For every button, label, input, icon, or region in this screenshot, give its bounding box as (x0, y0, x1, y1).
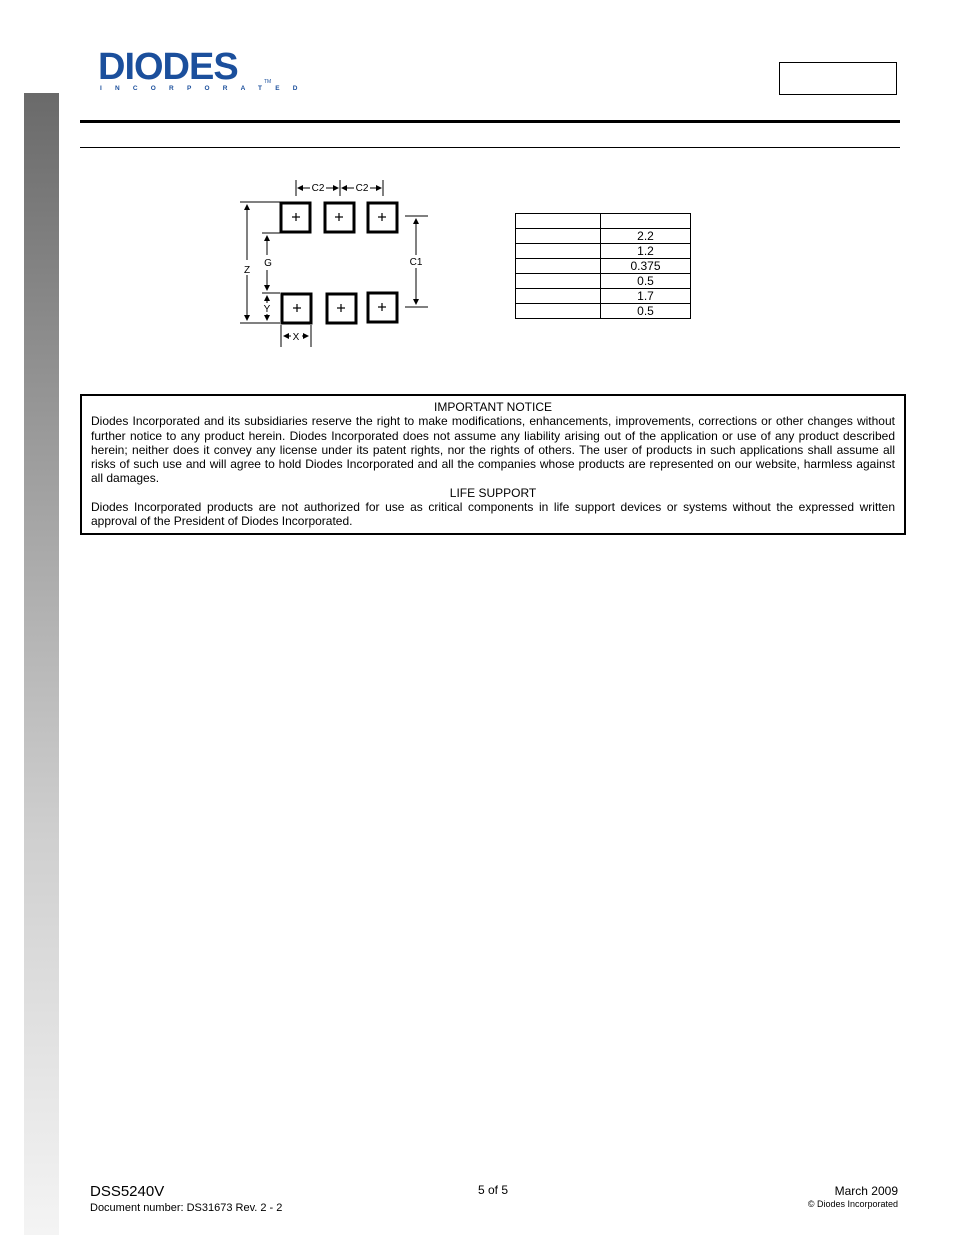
dimension-cell (516, 274, 601, 289)
footer-document-number: Document number: DS31673 Rev. 2 - 2 (90, 1202, 283, 1214)
dimension-cell (516, 259, 601, 274)
header-value (601, 214, 691, 229)
label-g: G (264, 258, 272, 269)
pad-layout-diagram (230, 175, 440, 355)
label-c2-left: C2 (311, 183, 325, 194)
label-y: Y (263, 304, 271, 315)
value-cell: 0.375 (601, 259, 691, 274)
dimensions-table (515, 213, 691, 319)
diodes-logo (98, 47, 311, 92)
value-cell: 2.2 (601, 229, 691, 244)
important-notice-text: Diodes Incorporated and its subsidiaries reserve the right to make modifications, enhancements, improvements, corrections or other changes without further notice to any product herein. Diodes Incorporated does not assume any liability arising out of the application or use of any product described herein; neither does it convey any license under its patent rights, nor the rights of others. The user of products in such applications shall assume all risks of such use and will agree to hold Diodes Incorporated and all the companies whose products are represented on our website, harmless against all damages. (91, 414, 895, 486)
label-z: Z (243, 265, 251, 276)
table-row (516, 289, 691, 304)
table-header-row (516, 214, 691, 229)
value-cell: 1.7 (601, 289, 691, 304)
label-c2-right: C2 (355, 183, 369, 194)
label-x: X (292, 332, 300, 343)
table-row (516, 229, 691, 244)
value-cell: 1.2 (601, 244, 691, 259)
table-row (516, 244, 691, 259)
dimension-cell (516, 244, 601, 259)
header-rule-thin (80, 147, 900, 148)
value-cell: 0.5 (601, 274, 691, 289)
logo-trademark: TM (264, 79, 272, 85)
footer-right (808, 1184, 898, 1211)
header-rule-thick (80, 120, 900, 123)
value-cell: 0.5 (601, 304, 691, 319)
header-blank-box (779, 62, 897, 95)
footer-left (90, 1183, 282, 1215)
logo-subtitle: INCORPORATED (100, 85, 311, 92)
footer-page-number: 5 of 5 (478, 1183, 509, 1197)
life-support-text: Diodes Incorporated products are not authorized for use as critical components in life support devices or systems without the expressed written approval of the President of Diodes Incorporated. (91, 500, 895, 529)
footer-part-number: DSS5240V (90, 1183, 165, 1200)
important-notice-box (80, 394, 906, 535)
footer-copyright: © Diodes Incorporated (807, 1199, 898, 1209)
table-row (516, 304, 691, 319)
table-row (516, 274, 691, 289)
dimension-cell (516, 304, 601, 319)
life-support-heading: LIFE SUPPORT (449, 485, 537, 500)
dimension-cell (516, 289, 601, 304)
label-c1: C1 (409, 257, 423, 268)
logo-wordmark: DIODES (98, 46, 238, 88)
table-row (516, 259, 691, 274)
footer-date: March 2009 (834, 1184, 898, 1198)
dimension-cell (516, 229, 601, 244)
header-dimension (516, 214, 601, 229)
important-notice-heading: IMPORTANT NOTICE (433, 400, 552, 414)
side-gradient-bar (24, 93, 59, 1235)
